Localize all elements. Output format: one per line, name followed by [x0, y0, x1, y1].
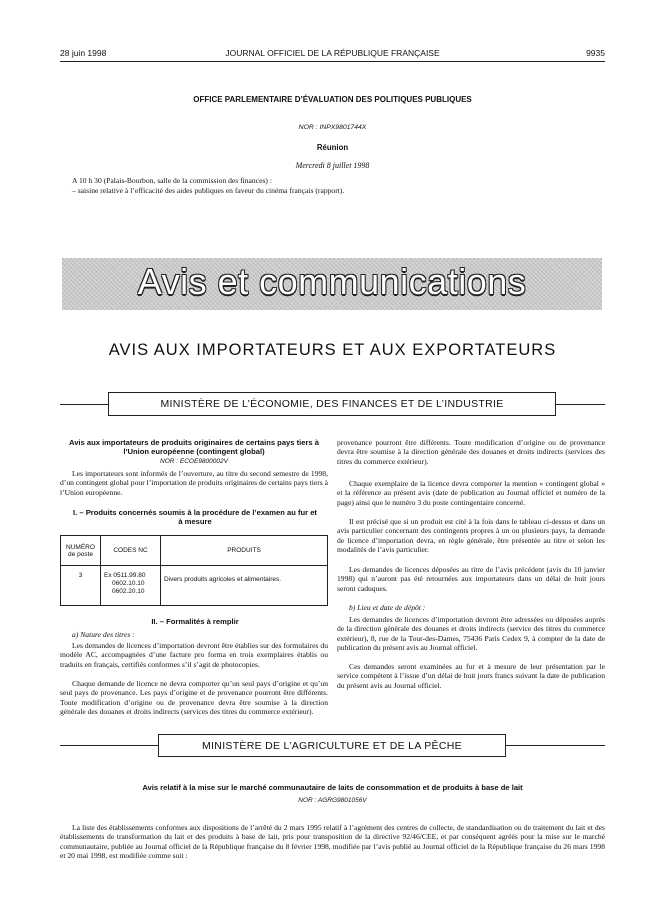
- products-table-wrap: [60, 535, 328, 606]
- table-header-produits: PRODUITS: [161, 536, 328, 566]
- products-table: [60, 535, 328, 606]
- section-title: AVIS AUX IMPORTATEURS ET AUX EXPORTATEURS: [108, 341, 557, 359]
- notice1-paragraph-1: Les demandes de licences d’importation devront être établies sur des formulaires du modèle AC, accompagnées d’une facture pro forma en trois exemplaires établis ou traduits en français, certifiés conformes s’il s’agit de photocopies.: [60, 641, 328, 669]
- notice2-paragraph-1: La liste des établissements conformes aux dispositions de l’arrêté du 2 mars 1995 relatif à l’agrément des centres de collecte, de standardisation ou de traitement du lait et des établissements de transformation du lait et des produits à base de lait, pris pour transposition de la directive 92/46/CEE, et par conséquent agréés pour la mise sur le marché communautaire, publiée au Journal officiel de la République française du 8 février 1998, modifiée par l’avis publié au Journal officiel de la République française du 26 mars 1998 et 20 mai 1998, est modifiée comme suit :: [60, 823, 605, 861]
- table-cell-produits: Divers produits agricoles et alimentaires.: [161, 566, 328, 606]
- ministry-agriculture: MINISTÈRE DE L’AGRICULTURE ET DE LA PÊCHE: [158, 734, 506, 757]
- section-a-title: a) Nature des titres :: [72, 630, 135, 639]
- header-journal-title: JOURNAL OFFICIEL DE LA RÉPUBLIQUE FRANÇAISE: [225, 48, 440, 58]
- office-nor: NOR : INPX9801744X: [298, 124, 367, 131]
- table-cell-codes: [101, 566, 161, 606]
- notice1-paragraph-4: Il est précisé que si un produit est cité à la fois dans le tableau ci-dessus et dans un avis particulier concernant des contingents propres à un ou plusieurs pays, la demande de licence d’importation devra, en règle générale, être présentée au titre et selon les modalités de l’avis particulier.: [337, 517, 605, 555]
- notice1-subtitle-1: I. – Produits concernés soumis à la procédure de l’examen au fur et à mesure: [73, 508, 317, 526]
- notice1-paragraph-6: Les demandes de licences d’importation devront être adressées ou déposées auprès de la direction générale des douanes et droits indirects (service des titres du commerce extérieur), 8, rue de la Tour-des-Dames, 75436 Paris Cedex 9, à compter de la date de publication du présent avis au Journal officiel.: [337, 615, 605, 653]
- header-page-number: 9935: [586, 48, 605, 58]
- office-title: OFFICE PARLEMENTAIRE D’ÉVALUATION DES POLITIQUES PUBLIQUES: [193, 95, 472, 104]
- notice1-subtitle-2: II. – Formalités à remplir: [151, 617, 239, 626]
- notice1-paragraph-7: Ces demandes seront examinées au fur et à mesure de leur présentation par le service compétent à l’issue d’un délai de huit jours francs suivant la date de publication du présent avis au Journal officiel.: [337, 662, 605, 690]
- table-cell-numero: 3: [61, 566, 101, 606]
- notice1-paragraph-5: Les demandes de licences déposées au titre de l’avis précédent (avis du 10 janvier 1998) qui n’auront pas été retournées aux importateurs dans un délai de huit jours seront caduques.: [337, 565, 605, 593]
- notice1-paragraph-2: Chaque demande de licence ne devra comporter qu’un seul pays d’origine et qu’un seul pays de provenance. Les pays d’origine et de provenance pourront être différents. Toute modification d’origine ou de provenance devra être soumise à la direction générale des douanes et droits indirects (services des titres du commerce extérieur).: [60, 679, 328, 717]
- notice1-title: Avis aux importateurs de produits originaires de certains pays tiers à l’Union européenne (contingent global): [69, 438, 319, 456]
- notice1-intro: Les importateurs sont informés de l’ouverture, au titre du second semestre de 1998, d’un contingent global pour l’importation de produits originaires de certains pays tiers à l’Union européenne.: [60, 469, 328, 497]
- avis-banner: [62, 258, 602, 310]
- notice2-title: Avis relatif à la mise sur le marché communautaire de laits de consommation et de produits à base de lait: [142, 783, 523, 792]
- section-b-title: b) Lieu et date de dépôt :: [349, 603, 426, 612]
- table-header-row: [61, 536, 328, 566]
- notice1-paragraph-2-cont: provenance pourront être différents. Toute modification d’origine ou de provenance devra être soumise à la direction générale des douanes et droits indirects (services des titres du commerce extérieur).: [337, 438, 605, 466]
- code-nc-3: 0602.20.10: [112, 588, 145, 595]
- meeting-heading: Réunion: [316, 143, 349, 152]
- table-row: [61, 566, 328, 606]
- header-date: 28 juin 1998: [60, 48, 107, 58]
- ministry-economie: MINISTÈRE DE L’ÉCONOMIE, DES FINANCES ET DE L’INDUSTRIE: [108, 392, 556, 416]
- table-header-codes: CODES NC: [101, 536, 161, 566]
- meeting-line-2: – saisine relative à l’efficacité des aides publiques en faveur du cinéma français (rapport).: [72, 186, 345, 195]
- header-rule: [60, 61, 605, 62]
- banner-title: Avis et communications: [137, 261, 527, 302]
- code-nc-2: 0602.10.10: [112, 580, 145, 587]
- notice2-nor: NOR : AGRG9801056V: [298, 797, 367, 804]
- notice1-nor: NOR : ECOE9800002V: [160, 458, 228, 465]
- meeting-date: Mercredi 8 juillet 1998: [295, 161, 370, 170]
- table-header-numero: NUMÉRO de poste: [61, 536, 101, 566]
- code-nc-1: Ex 0511.99.80: [104, 572, 146, 579]
- notice1-paragraph-3: Chaque exemplaire de la licence devra comporter la mention « contingent global » et la référence au présent avis (date de publication au Journal officiel et numéro de la page) ainsi que le numéro 3 du poste contingentaire concerné.: [337, 479, 605, 507]
- meeting-line-1: A 10 h 30 (Palais-Bourbon, salle de la commission des finances) :: [72, 176, 272, 185]
